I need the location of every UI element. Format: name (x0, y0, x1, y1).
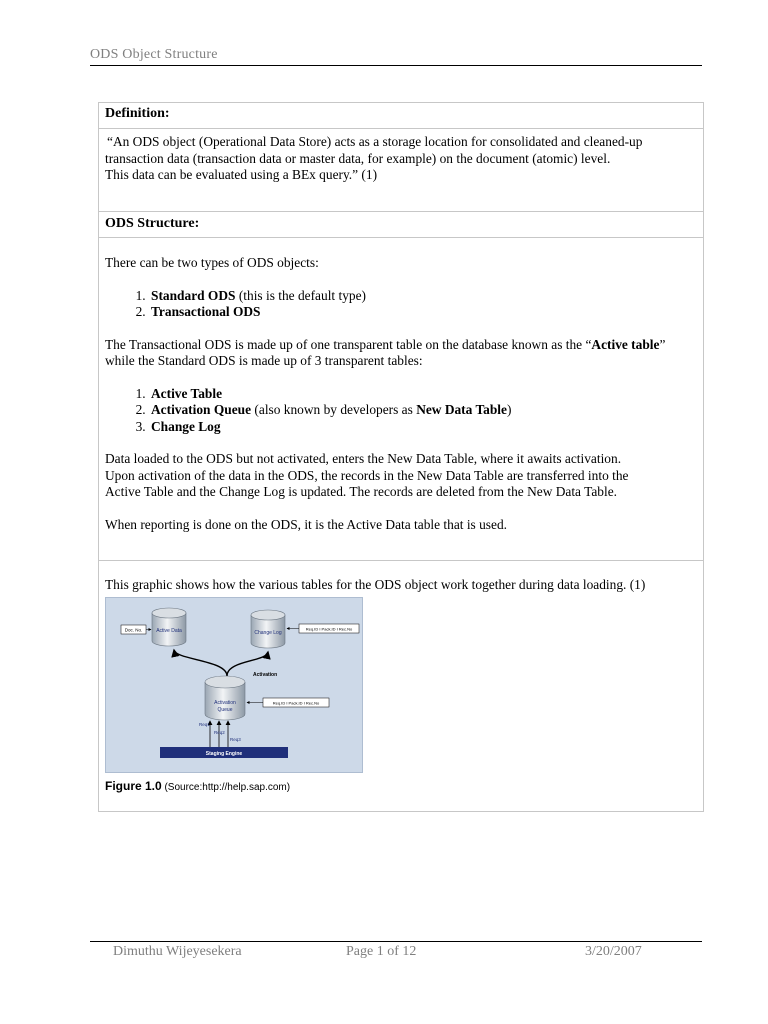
transactional-paragraph: The Transactional ODS is made up of one transparent table on the database known as the “Active table” (105, 336, 666, 352)
graphic-intro: This graphic shows how the various tables for the ODS object work together during data loading. (1) (105, 577, 646, 592)
ods-diagram (105, 597, 363, 773)
ods-flow-svg (106, 598, 362, 772)
change-log-key-label: Req.ID I Pack.ID I Rec.No (305, 626, 353, 631)
content-box (98, 102, 704, 812)
doc-no-label: Doc. No. (124, 627, 143, 632)
change-log-label: Change Log (254, 629, 282, 636)
figure-source: (Source:http://help.sap.com) (161, 781, 291, 793)
graphic-section (99, 561, 703, 802)
activation-queue-label-2: Queue (217, 706, 233, 713)
structure-heading: ODS Structure: (99, 212, 703, 238)
list-item: 1. Active Table (149, 386, 697, 403)
definition-line: transaction data (transaction data or master data, for example) on the document (atomic) level. (105, 150, 611, 166)
reporting-paragraph: When reporting is done on the ODS, it is the Active Data table that is used. (105, 516, 508, 532)
list-item: 3. Change Log (149, 419, 697, 436)
loading-line: Active Table and the Change Log is updated. The records are deleted from the New Data Table. (105, 484, 617, 499)
active-data-label: Active Data (156, 627, 182, 634)
req2-label: Req2 (214, 729, 225, 735)
list-item: 1. Standard ODS (this is the default type) (149, 288, 697, 305)
activation-queue-label-1: Activation (214, 699, 236, 706)
footer-date: 3/20/2007 (585, 944, 642, 959)
footer-page-number: Page 1 of 12 (346, 944, 417, 959)
loading-line: Data loaded to the ODS but not activated, enters the New Data Table, where it awaits activation. (105, 451, 622, 466)
loading-line: Upon activation of the data in the ODS, the records in the New Data Table are transferred into the (105, 467, 629, 483)
definition-heading: Definition: (99, 103, 703, 129)
table-list (105, 386, 697, 436)
req1-label: Req1 (199, 721, 210, 727)
queue-key-label: Req.ID I Pack.ID I Rec.No (272, 700, 320, 705)
figure-caption (105, 778, 697, 797)
transactional-paragraph-line2: while the Standard ODS is made up of 3 transparent tables: (105, 353, 423, 368)
list-item: 2. Activation Queue (also known by developers as New Data Table) (149, 402, 697, 419)
footer-rule (90, 941, 702, 942)
page-header-title: ODS Object Structure (90, 47, 702, 66)
definition-body (99, 129, 703, 212)
req3-label: Req3 (230, 736, 241, 742)
activation-queue-cylinder (205, 676, 245, 720)
definition-line: This data can be evaluated using a BEx query.” (1) (105, 167, 378, 182)
staging-engine-label: Staging Engine (205, 750, 243, 757)
list-item: 2. Transactional ODS (149, 304, 697, 321)
structure-body (99, 238, 703, 561)
definition-line: “An ODS object (Operational Data Store) acts as a storage location for consolidated and cleaned-up (107, 134, 643, 149)
structure-intro: There can be two types of ODS objects: (105, 255, 319, 270)
active-data-cylinder (152, 608, 186, 646)
ods-type-list (105, 288, 697, 321)
activation-label: Activation (253, 671, 278, 678)
figure-label: Figure 1.0 (105, 778, 162, 793)
footer-author: Dimuthu Wijeyesekera (113, 944, 242, 959)
change-log-cylinder (251, 610, 285, 648)
